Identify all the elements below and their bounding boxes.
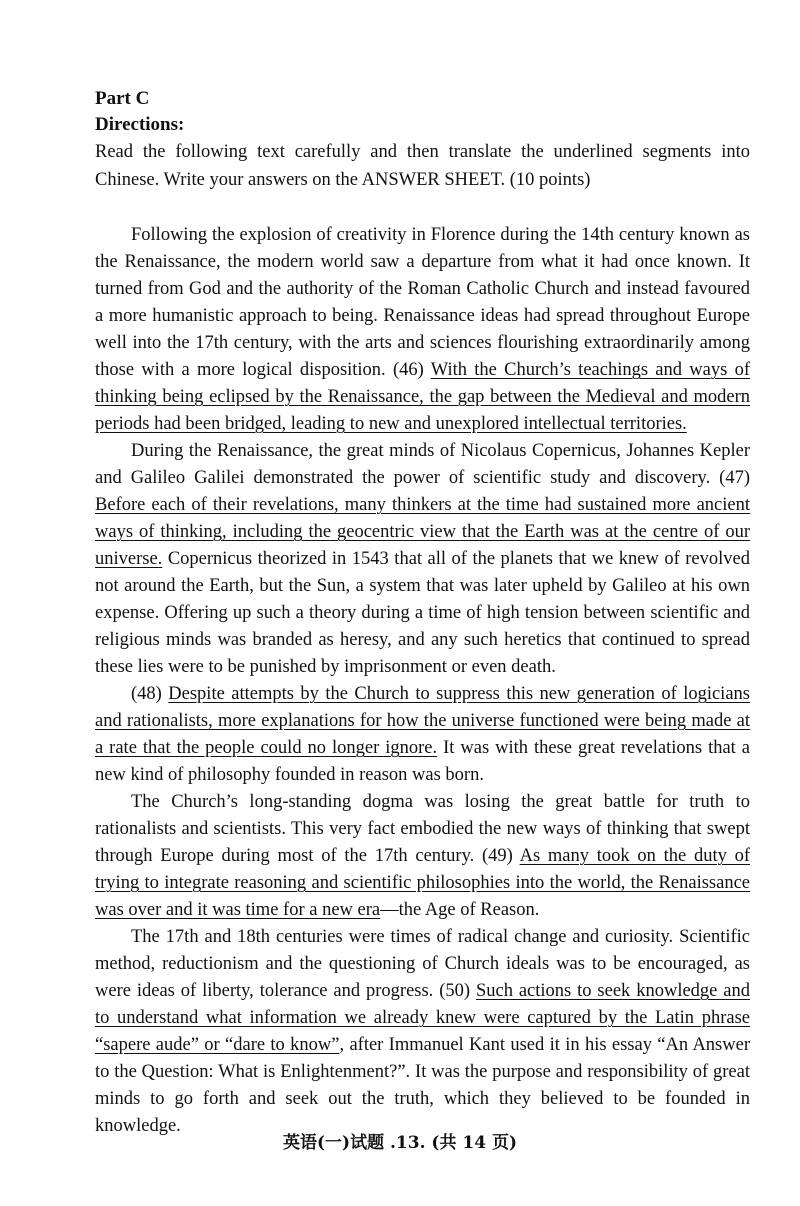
reading-passage: [95, 222, 750, 1140]
paragraph-4: [95, 789, 750, 924]
underlined-segment-49: As many took on the duty of trying to integrate reasoning and scientific philosophies into the world, the Renaissance was over and it was time for a new era: [95, 846, 751, 920]
paragraph-5: [95, 924, 750, 1140]
paragraph-4-text-end: —the Age of Reason.: [380, 900, 540, 920]
page-footer: 英语(一)试题 .13. (共 14 页): [283, 1133, 517, 1153]
paragraph-5-text-start: The 17th and 18th centuries were times of radical change and curiosity. Scientific method, reductionism and the questioning of Church ideals was to be encouraged, as were ideas of liberty, tolerance and progress. (50): [95, 927, 750, 1001]
underlined-segment-50: Such actions to seek knowledge and to understand what information we already knew were captured by the Latin phrase “sapere aude” or “dare to know”: [95, 981, 750, 1055]
paragraph-3: [95, 681, 750, 789]
directions-text: Read the following text carefully and then translate the underlined segments into Chinese. Write your answers on the ANSWER SHEET. (10 points): [95, 142, 750, 190]
paragraph-2-text-end: Copernicus theorized in 1543 that all of the planets that we knew of revolved not around the Earth, but the Sun, a system that was later upheld by Galileo at his own expense. Offering up such a theory during a time of high tension between scientific and religious minds was branded as heresy, and any such heretics that continued to spread these lies were to be punished by imprisonment or even death.: [95, 549, 750, 677]
paragraph-4-text-start: The Church’s long-standing dogma was losing the great battle for truth to rationalists and scientists. This very fact embodied the new ways of thinking that swept through Europe during most of the 17th century. (49): [95, 792, 750, 866]
underlined-segment-46: With the Church’s teachings and ways of thinking being eclipsed by the Renaissance, the gap between the Medieval and modern periods had been bridged, leading to new and unexplored intellectual territories.: [95, 360, 750, 434]
paragraph-5-text-end: , after Immanuel Kant used it in his essay “An Answer to the Question: What is Enlightenment?”. It was the purpose and responsibility of great minds to go forth and seek out the truth, which they believed to be founded in knowledge.: [95, 1035, 750, 1136]
paragraph-2: [95, 438, 750, 681]
exam-page: [95, 86, 750, 1140]
underlined-segment-48: Despite attempts by the Church to suppress this new generation of logicians and rationalists, more explanations for how the universe functioned were being made at a rate that the people could no longer ignore.: [95, 684, 750, 758]
paragraph-1-text: Following the explosion of creativity in Florence during the 14th century known as the Renaissance, the modern world saw a departure from what it had once known. It turned from God and the authority of the Roman Catholic Church and instead favoured a more humanistic approach to being. Renaissance ideas had spread throughout Europe well into the 17th century, with the arts and sciences flourishing extraordinarily among those with a more logical disposition. (46): [95, 225, 750, 380]
part-heading: Part C: [95, 88, 150, 109]
paragraph-3-text-start: (48): [131, 684, 169, 704]
directions-label: Directions:: [95, 114, 185, 135]
paragraph-3-text-end: It was with these great revelations that a new kind of philosophy founded in reason was born.: [95, 738, 750, 785]
paragraph-2-text-start: During the Renaissance, the great minds of Nicolaus Copernicus, Johannes Kepler and Galileo Galilei demonstrated the power of scientific study and discovery. (47): [95, 441, 750, 488]
underlined-segment-47: Before each of their revelations, many thinkers at the time had sustained more ancient ways of thinking, including the geocentric view that the Earth was at the centre of our universe.: [95, 495, 750, 569]
paragraph-1: [95, 222, 750, 438]
